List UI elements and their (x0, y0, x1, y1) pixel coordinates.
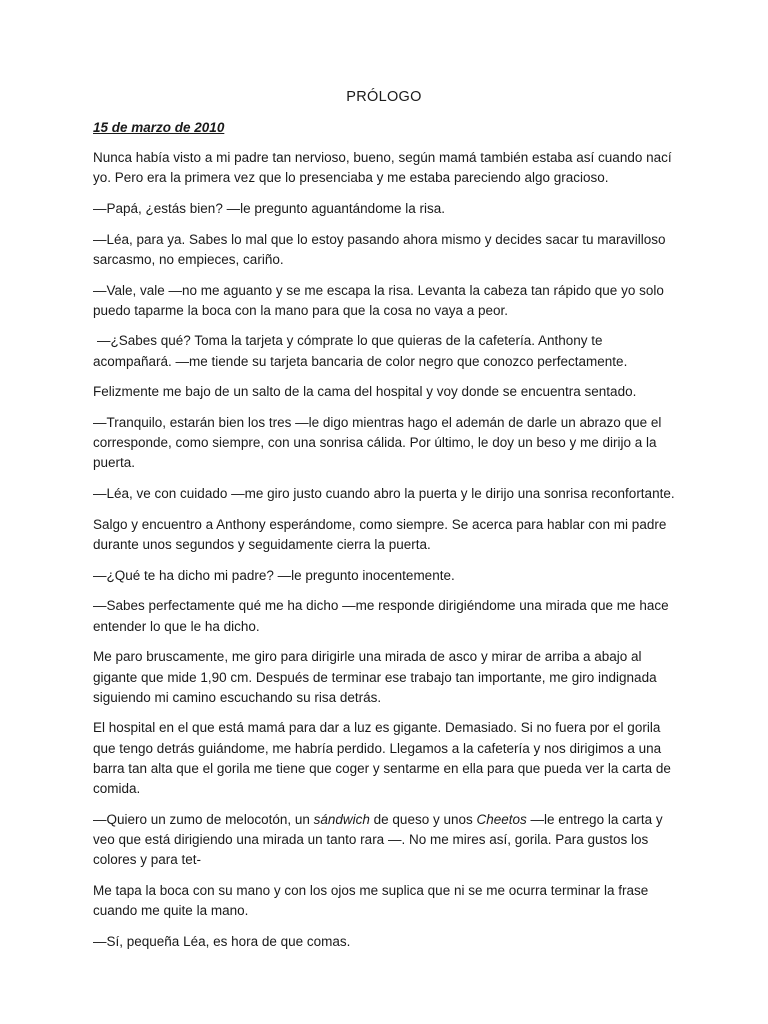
paragraph: El hospital en el que está mamá para dar a luz es gigante. Demasiado. Si no fuera por el gorila que tengo detrás guiándome, me habría perdido. Llegamos a la cafetería y nos dirigimos a una barra tan alta que el gorila me tiene que coger y sentarme en ella para que pueda ver la carta de comida. (93, 720, 671, 797)
paragraph-text: de queso y unos (369, 811, 477, 827)
paragraph: —¿Qué te ha dicho mi padre? —le pregunto inocentemente. (93, 567, 455, 583)
emphasis-text: sándwich (313, 811, 370, 827)
paragraph: —Léa, para ya. Sabes lo mal que lo estoy pasando ahora mismo y decides sacar tu maravilloso sarcasmo, no empieces, cariño. (93, 231, 666, 267)
paragraph: Felizmente me bajo de un salto de la cama del hospital y voy donde se encuentra sentado. (93, 384, 637, 400)
paragraph: Salgo y encuentro a Anthony esperándome, como siempre. Se acerca para hablar con mi padre durante unos segundos y seguidamente cierra la puerta. (93, 516, 667, 553)
paragraph-text: —le entrego la carta y veo que está dirigiendo una mirada un tanto rara —. No me mires así, gorila. Para gustos los colores y para tet- (93, 811, 663, 868)
paragraph: —Vale, vale —no me aguanto y se me escapa la risa. Levanta la cabeza tan rápido que yo solo puedo taparme la boca con la mano para que la cosa no vaya a peor. (93, 282, 664, 318)
paragraph: Me tapa la boca con su mano y con los ojos me suplica que ni se me ocurra terminar la frase cuando me quite la mano. (93, 882, 649, 919)
document-body (93, 148, 683, 963)
paragraph: —Léa, ve con cuidado —me giro justo cuando abro la puerta y le dirijo una sonrisa reconfortante. (93, 486, 675, 502)
paragraph (93, 810, 683, 871)
chapter-date: 15 de marzo de 2010 (93, 120, 225, 135)
emphasis-text: Cheetos (476, 811, 527, 827)
paragraph-text: —Quiero un zumo de melocotón, un (93, 811, 314, 827)
paragraph: —¿Sabes qué? Toma la tarjeta y cómprate lo que quieras de la cafetería. Anthony te acompañará. —me tiende su tarjeta bancaria de color negro que conozco perfectamente. (93, 333, 628, 369)
paragraph: —Sí, pequeña Léa, es hora de que comas. (93, 933, 351, 949)
chapter-title: PRÓLOGO (346, 89, 422, 105)
paragraph: Me paro bruscamente, me giro para dirigirle una mirada de asco y mirar de arriba a abajo al gigante que mide 1,90 cm. Después de terminar ese trabajo tan importante, me giro indignada siguiendo mi camino escuchando su risa detrás. (93, 649, 657, 705)
paragraph: Nunca había visto a mi padre tan nervioso, bueno, según mamá también estaba así cuando nací yo. Pero era la primera vez que lo presenciaba y me estaba pareciendo algo gracioso. (93, 150, 672, 186)
paragraph: —Sabes perfectamente qué me ha dicho —me responde dirigiéndome una mirada que me hace entender lo que le ha dicho. (93, 598, 669, 634)
paragraph: —Tranquilo, estarán bien los tres —le digo mientras hago el ademán de darle un abrazo que el corresponde, como siempre, con una sonrisa cálida. Por último, le doy un beso y me dirijo a la puerta. (93, 415, 662, 471)
paragraph: —Papá, ¿estás bien? —le pregunto aguantándome la risa. (93, 200, 445, 216)
